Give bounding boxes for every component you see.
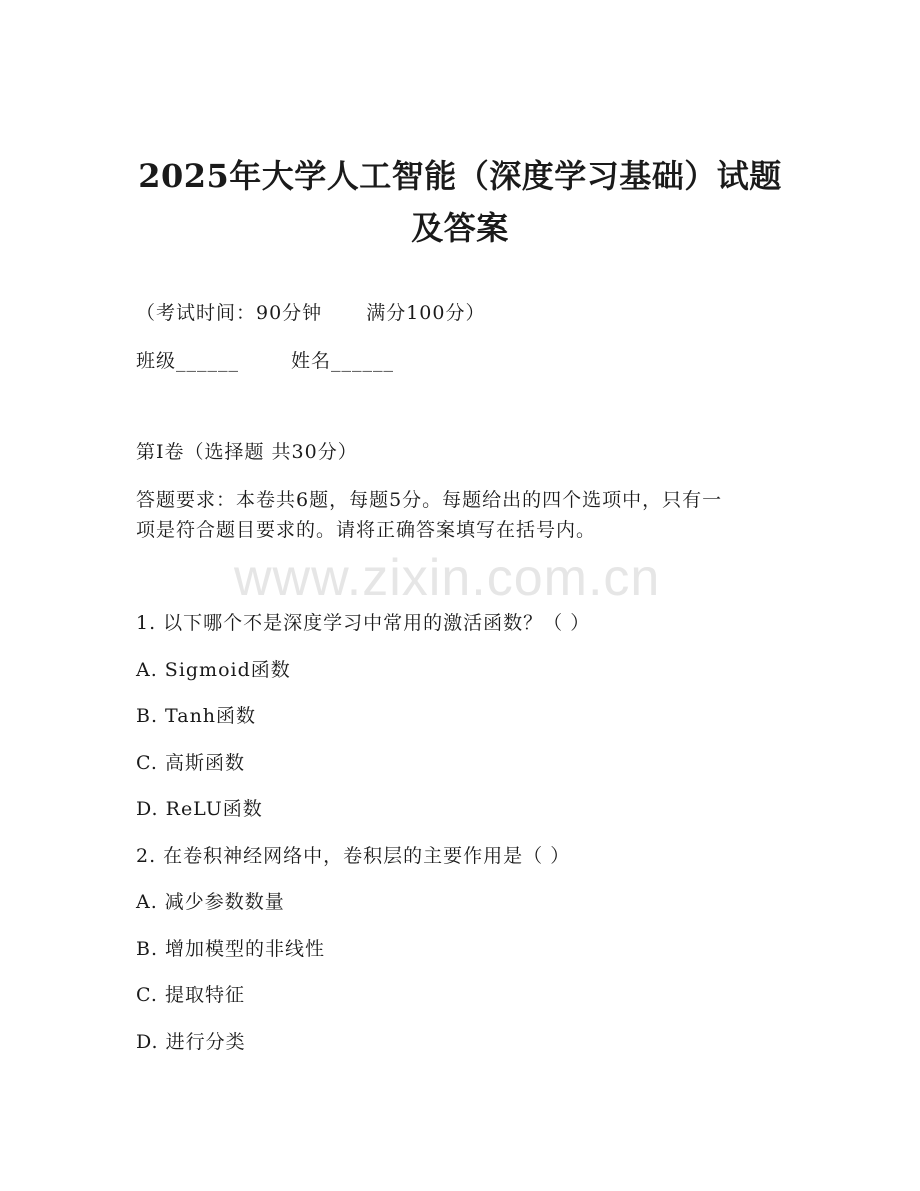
exam-time: （考试时间：90分钟 — [136, 302, 323, 324]
section-instructions-line-2: 项是符合题目要求的。请将正确答案填写在括号内。 — [136, 519, 597, 541]
question-2-option-a: A. 减少参数数量 — [136, 891, 285, 913]
student-fields — [136, 347, 394, 375]
question-1-option-a: A. Sigmoid函数 — [136, 659, 291, 681]
watermark: www.zixin.com.cn — [234, 549, 661, 607]
section-heading: 第I卷（选择题 共30分） — [136, 441, 358, 463]
question-2-option-c: C. 提取特征 — [136, 984, 245, 1006]
section-instructions-line-1: 答题要求：本卷共6题，每题5分。每题给出的四个选项中，只有一 — [136, 489, 723, 511]
exam-full-score: 满分100分） — [366, 302, 486, 324]
document-title-line-1: 2025年大学人工智能（深度学习基础）试题 — [138, 157, 782, 195]
question-1-option-d: D. ReLU函数 — [136, 798, 263, 820]
name-field: 姓名______ — [291, 350, 395, 372]
question-2-option-d: D. 进行分类 — [136, 1031, 246, 1053]
question-2-option-b: B. 增加模型的非线性 — [136, 938, 326, 960]
question-1-option-c: C. 高斯函数 — [136, 752, 245, 774]
question-2-stem: 2. 在卷积神经网络中，卷积层的主要作用是（ ） — [136, 845, 571, 867]
class-field: 班级______ — [136, 350, 240, 372]
document-title-line-2: 及答案 — [411, 209, 509, 247]
question-1-stem: 1. 以下哪个不是深度学习中常用的激活函数？（ ） — [136, 612, 591, 634]
question-1-option-b: B. Tanh函数 — [136, 705, 257, 727]
exam-info — [136, 299, 485, 327]
